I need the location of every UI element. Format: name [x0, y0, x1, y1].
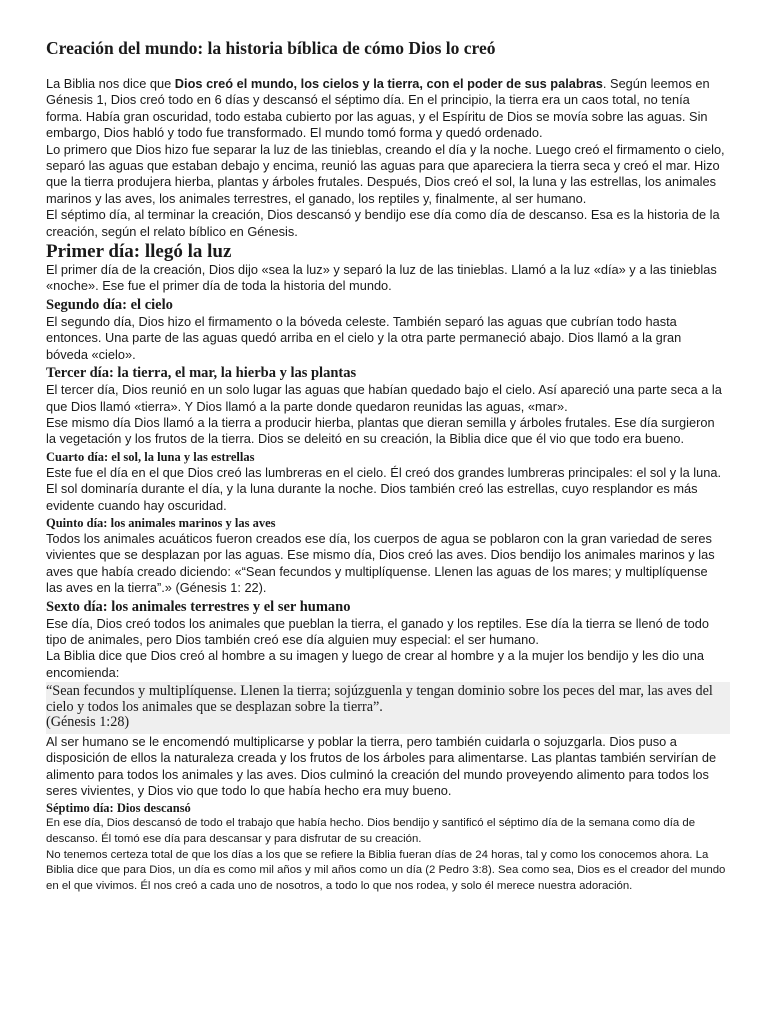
day7-text-2: No tenemos certeza total de que los días a los que se refiere la Biblia fueran días de 24 horas, tal y como los conocemos ahora. La Biblia dice que para Dios, un día es como mil años y mil años como un día (2 Pedro 3:8). Sea como sea, Dios es el creador del mundo en el que vivimos. Él nos creó a cada uno de nosotros, a todo lo que nos rodea, y solo él merece nuestra adoración.: [46, 848, 726, 892]
page-title: Creación del mundo: la historia bíblica de cómo Dios lo creó: [46, 38, 496, 58]
day6-text-3: Al ser humano se le encomendó multiplicarse y poblar la tierra, pero también cuidarla o sojuzgarla. Dios puso a disposición de ellos la naturaleza creada y los frutos de los árboles para alimentarse. Las plantas también servirían de alimento para todos los animales y las aves. Dios culminó la creación del mundo proveyendo alimento para todos los seres vivientes, y Dios vio que todo lo que había hecho era muy bueno.: [46, 733, 717, 798]
quote-reference: (Génesis 1:28): [46, 714, 130, 731]
day4-text: Este fue el día en el que Dios creó las lumbreras en el cielo. Él creó dos grandes lumbreras principales: el sol y la luna. El sol dominaría durante el día, y la luna durante la noche. Dios también creó las estrellas, cuyo resplandor es más evidente cuando hay oscuridad.: [46, 464, 722, 513]
intro-paragraph-2: Lo primero que Dios hizo fue separar la luz de las tinieblas, creando el día y la noche. Luego creó el firmamento o cielo, separó las aguas que estaban debajo y encima, reunió las aguas para que apareciera la tierra seca y creó el mar. Hizo que la tierra produjera hierba, plantas y árboles frutales. Después, Dios creó el sol, la luna y las estrellas, los animales marinos y las aves, los animales terrestres, el ganado, los reptiles y, finalmente, al ser humano.: [46, 141, 725, 206]
intro-lead: La Biblia nos dice que: [46, 76, 175, 91]
day1-heading: Primer día: llegó la luz: [46, 241, 232, 263]
day5-heading: Quinto día: los animales marinos y las aves: [46, 515, 276, 530]
intro-paragraph-3: El séptimo día, al terminar la creación, Dios descansó y bendijo ese día como día de descanso. Esa es la historia de la creación, según el relato bíblico en Génesis.: [46, 207, 720, 239]
day3-heading: Tercer día: la tierra, el mar, la hierba y las plantas: [46, 365, 357, 382]
day1-text: El primer día de la creación, Dios dijo «sea la luz» y separó la luz de las tinieblas. Llamó a la luz «día» y a las tinieblas «noche». Ese fue el primer día de toda la historia del mundo.: [46, 262, 717, 294]
day7-text-1: En ese día, Dios descansó de todo el trabajo que había hecho. Dios bendijo y santificó el séptimo día de la semana como día de descanso. Él tomó ese día para descansar y para disfrutar de su creación.: [46, 817, 696, 845]
intro-paragraph-1: [46, 76, 726, 142]
day6-text-2: La Biblia dice que Dios creó al hombre a su imagen y luego de crear al hombre y a la mujer los bendijo y les dio una encomienda:: [46, 648, 704, 680]
document-page: [46, 38, 726, 894]
bible-quote: [46, 682, 730, 734]
day2-text: El segundo día, Dios hizo el firmamento o la bóveda celeste. También separó las aguas que cubrían todo hasta entonces. Una parte de las aguas quedó arriba en el cielo y la otra parte permaneció abajo. Dios llamó a la gran bóveda «cielo».: [46, 313, 682, 362]
day5-text: Todos los animales acuáticos fueron creados ese día, los cuerpos de agua se poblaron con la gran variedad de seres vivientes que se desplazan por las aguas. Ese mismo día, Dios creó las aves. Dios bendijo los animales marinos y las aves que había creado diciendo: «“Sean fecundos y multiplíquense. Llenen las aguas de los mares; y multiplíquense las aves en la tierra”.» (Génesis 1: 22).: [46, 530, 715, 596]
intro-rest: . Según leemos en Génesis 1, Dios creó todo en 6 días y descansó el séptimo día. En el principio, la tierra era un caos total, no tenía forma. Había gran oscuridad, todo estaba cubierto por las aguas, y el Espíritu de Dios se movía sobre las aguas. Sin embargo, Dios habló y todo fue transformado. El mundo tomó forma y quedó ordenado.: [46, 76, 710, 141]
intro-bold: Dios creó el mundo, los cielos y la tierra, con el poder de sus palabras: [174, 76, 603, 91]
day4-heading: Cuarto día: el sol, la luna y las estrellas: [46, 449, 255, 464]
day6-text-1: Ese día, Dios creó todos los animales que pueblan la tierra, el ganado y los reptiles. Ese día la tierra se llenó de todo tipo de animales, pero Dios también creó ese día alguien muy especial: el ser humano.: [46, 615, 709, 647]
day3-text-1: El tercer día, Dios reunió en un solo lugar las aguas que habían quedado bajo el cielo. Así apareció una parte seca a la que Dios llamó «tierra». Y Dios llamó a la parte donde quedaron reunidas las aguas, «mar».: [46, 382, 722, 414]
day2-heading: Segundo día: el cielo: [46, 296, 173, 313]
day7-heading: Séptimo día: Dios descansó: [46, 801, 191, 816]
day6-heading: Sexto día: los animales terrestres y el ser humano: [46, 598, 351, 615]
quote-text: “Sean fecundos y multiplíquense. Llenen la tierra; sojúzguenla y tengan dominio sobre los peces del mar, las aves del cielo y todos los animales que se desplazan sobre la tierra”.: [46, 683, 713, 715]
day3-text-2: Ese mismo día Dios llamó a la tierra a producir hierba, plantas que dieran semilla y árboles frutales. Ese día surgieron la vegetación y los frutos de la tierra. Dios se deleitó en su creación, la Biblia dice que él vio que todo era bueno.: [46, 414, 715, 447]
